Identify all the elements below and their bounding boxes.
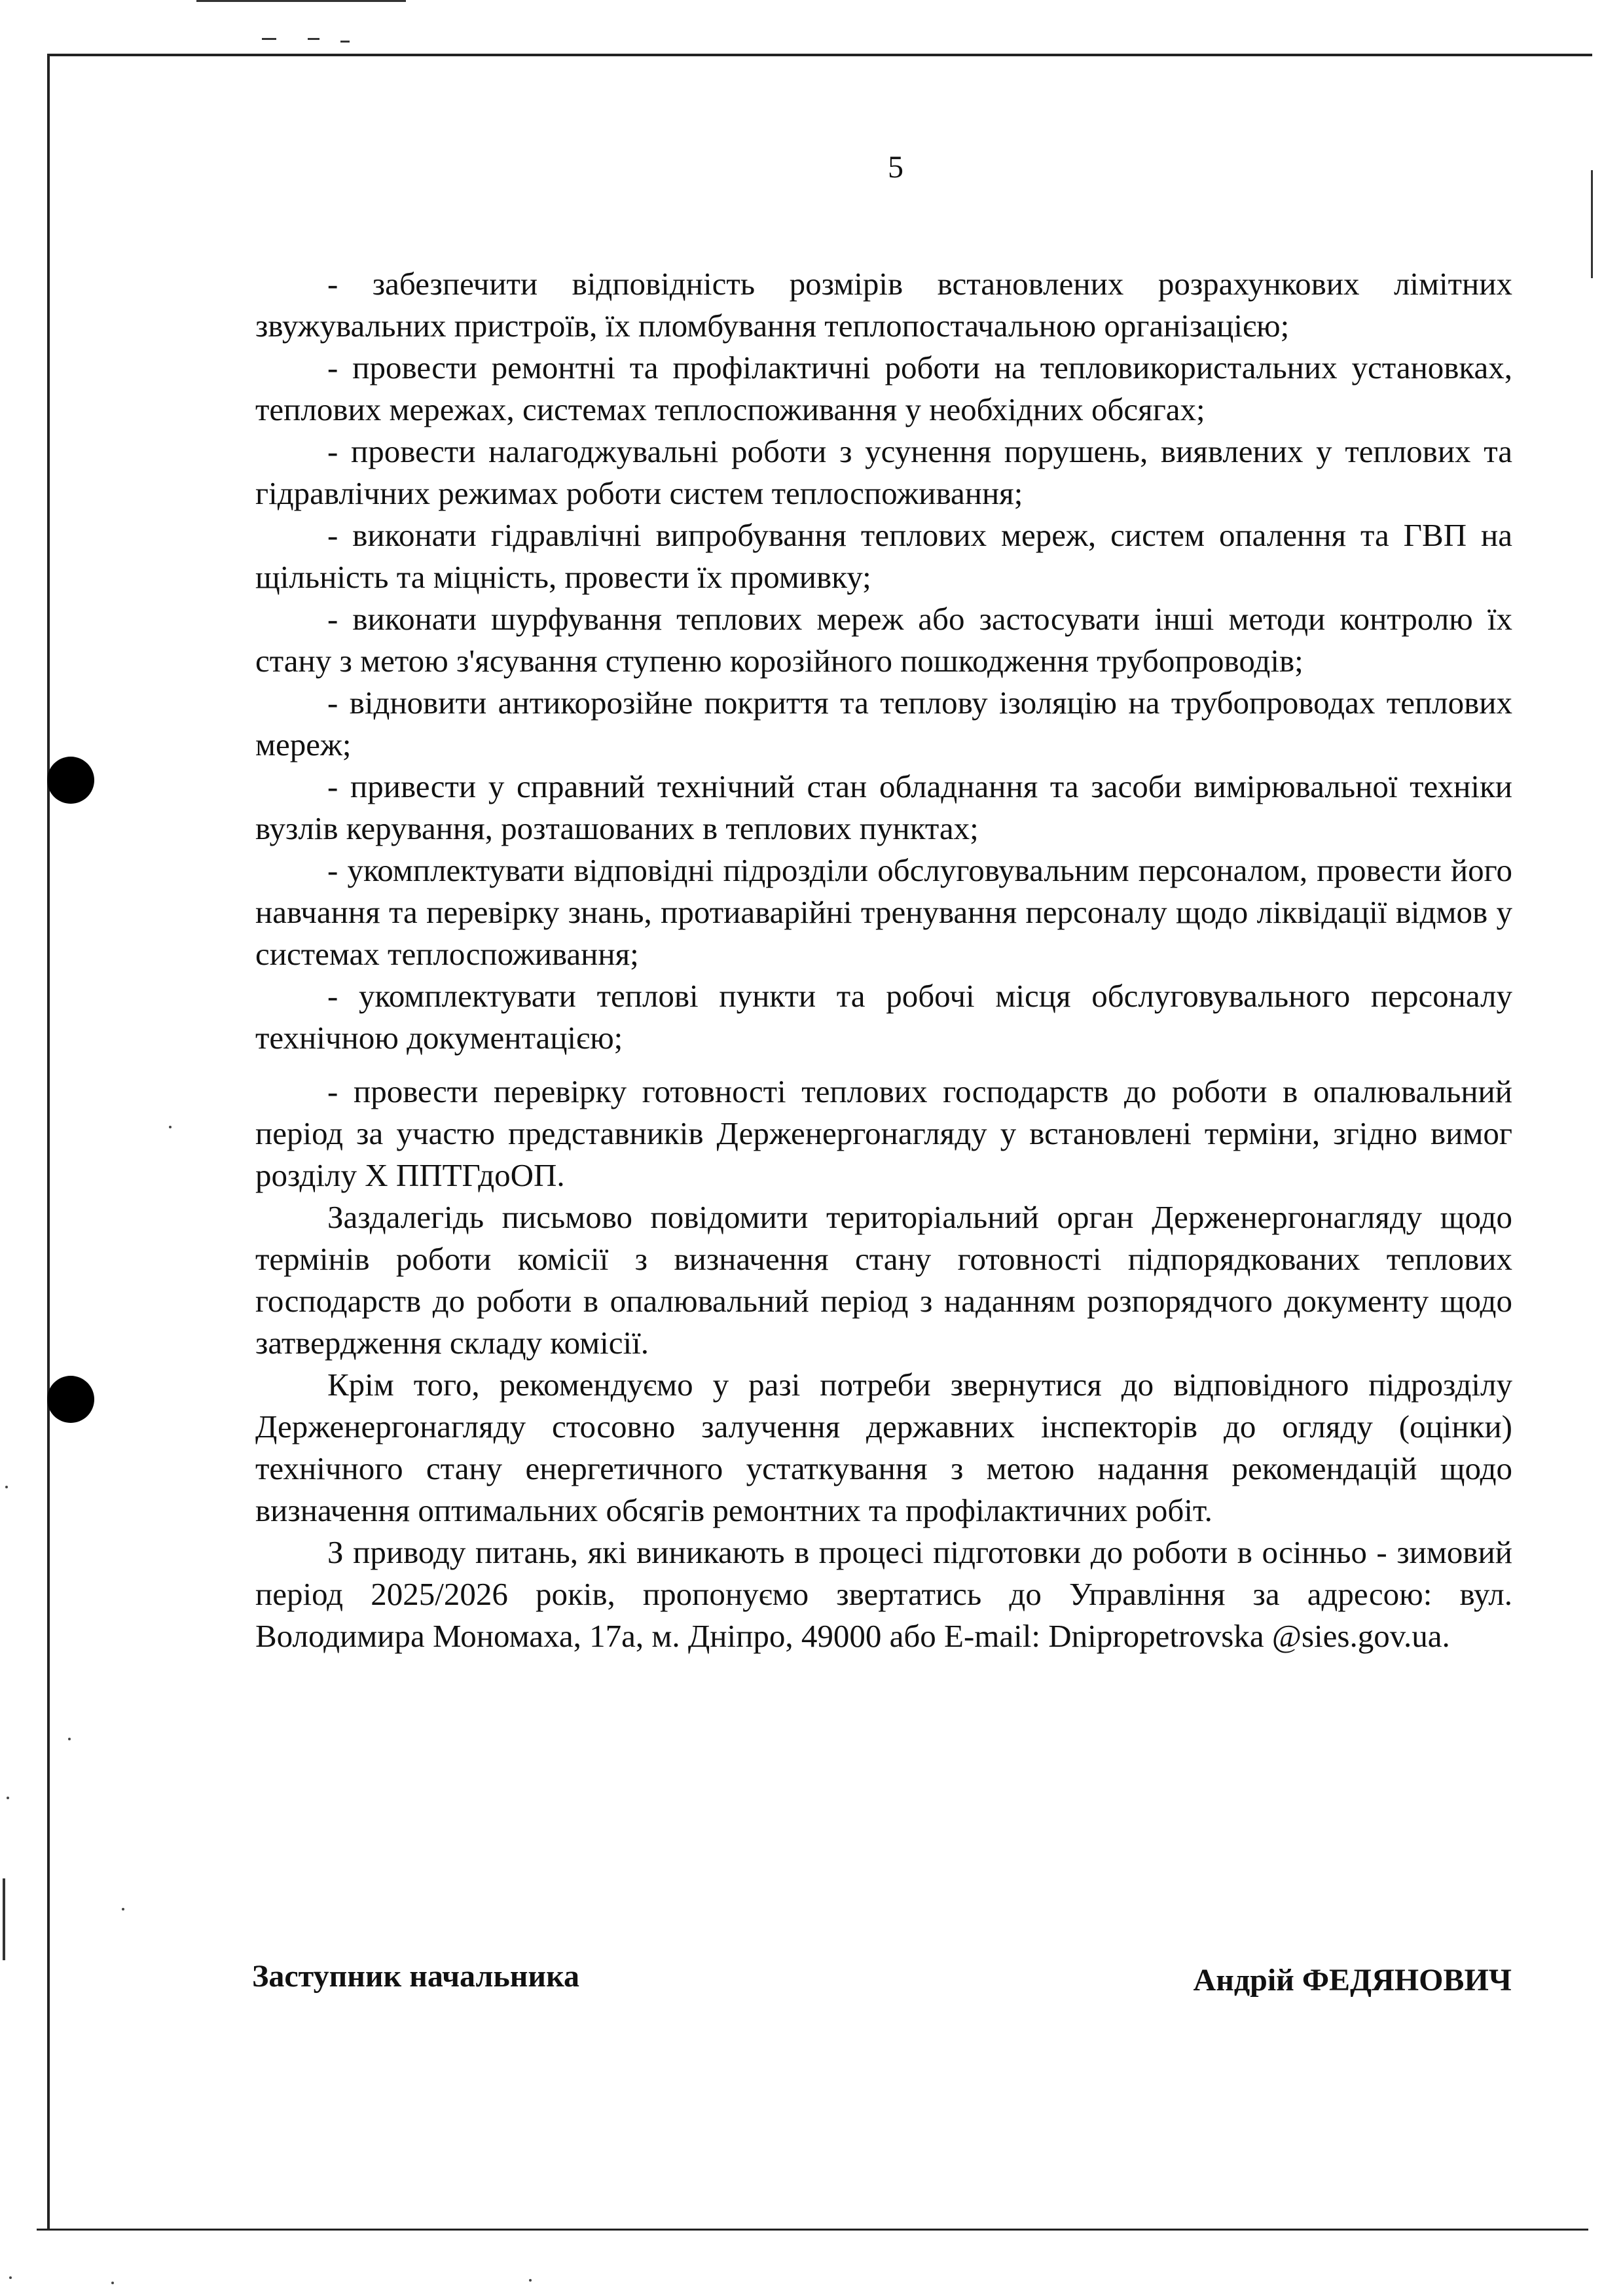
paragraph: - забезпечити відповідність розмірів встановлених розрахункових лімітних звужувальних пристроїв, їх пломбування теплопостачальною організацією; <box>255 266 1512 344</box>
letter-body <box>255 263 1512 1657</box>
paragraph: - відновити антикорозійне покриття та теплову ізоляцію на трубопроводах теплових мереж; <box>255 685 1512 762</box>
paragraph: Крім того, рекомендуємо у разі потреби звернутися до відповідного підрозділу Держенергонагляду стосовно залучення державних інспекторів до огляду (оцінки) технічного стану енергетичного устаткування з метою надання рекомендацій щодо визначення оптимальних обсягів ремонтних та профілактичних робіт. <box>255 1367 1512 1528</box>
paragraph: Заздалегідь письмово повідомити територіальний орган Держенергонагляду щодо термінів роботи комісії з визначення стану готовності підпорядкованих теплових господарств до роботи в опалювальний період з наданням розпорядчого документу щодо затвердження складу комісії. <box>255 1199 1512 1361</box>
scan-speck <box>9 2276 12 2279</box>
scan-speck <box>111 2282 114 2284</box>
paragraph: - укомплектувати теплові пункти та робочі місця обслуговувального персоналу технічною документацією; <box>255 978 1512 1056</box>
scan-top-dash <box>308 38 319 40</box>
scan-edge-mark <box>1591 170 1593 278</box>
paragraph: - укомплектувати відповідні підрозділи обслуговувальним персоналом, провести його навчання та перевірку знань, протиаварійні тренування персоналу щодо ліквідації відмов у системах теплоспоживання; <box>255 852 1512 972</box>
contact-paragraph <box>255 1532 1512 1657</box>
scan-speck <box>68 1738 71 1740</box>
paragraph: - виконати шурфування теплових мереж або застосувати інші методи контролю їх стану з метою з'ясування ступеню корозійного пошкодження трубопроводів; <box>255 601 1512 679</box>
punch-hole <box>47 757 94 804</box>
punch-hole <box>47 1376 94 1423</box>
paragraph: - виконати гідравлічні випробування теплових мереж, систем опалення та ГВП на щільність та міцність, провести їх промивку; <box>255 517 1512 595</box>
scan-edge-mark <box>3 1878 5 1960</box>
scan-frame-left-line <box>47 54 50 2230</box>
contact-text: З приводу питань, які виникають в процесі підготовки до роботи в осінньо - зимовий період 2025/2026 років, пропонуємо звертатись до Управління за адресою: вул. Володимира Мономаха, 17а, м. Дніпро, 49000 або E-mail: <box>255 1534 1512 1654</box>
scan-top-dash <box>262 38 276 40</box>
email-address: Dnipropetrovska @sies.gov.ua. <box>1048 1618 1450 1654</box>
paragraph: - провести перевірку готовності теплових господарств до роботи в опалювальний період за участю представників Держенергонагляду у встановлені терміни, згідно вимог розділу Х ППТГдоОП. <box>255 1073 1512 1193</box>
scan-frame-top-line <box>47 54 1592 56</box>
scan-speck <box>169 1126 172 1128</box>
paragraph: - провести ремонтні та профілактичні роботи на тепловикористальних установках, теплових мережах, системах теплоспоживання у необхідних обсягах; <box>255 350 1512 427</box>
scan-speck <box>122 1908 124 1910</box>
paragraph: - привести у справний технічний стан обладнання та засоби вимірювальної техніки вузлів керування, розташованих в теплових пунктах; <box>255 768 1512 846</box>
signer-name: Андрій ФЕДЯНОВИЧ <box>1193 1963 1512 1998</box>
paragraph: - провести налагоджувальні роботи з усунення порушень, виявлених у теплових та гідравлічних режимах роботи систем теплоспоживання; <box>255 433 1512 511</box>
scan-top-dash <box>340 41 350 43</box>
scan-speck <box>529 2279 532 2282</box>
signer-position: Заступник начальника <box>252 1959 579 1994</box>
scan-top-dash <box>196 0 406 2</box>
scan-frame-bottom-line <box>37 2229 1588 2231</box>
page-number: 5 <box>888 150 903 185</box>
scan-speck <box>5 1486 8 1488</box>
scan-speck <box>7 1797 9 1799</box>
